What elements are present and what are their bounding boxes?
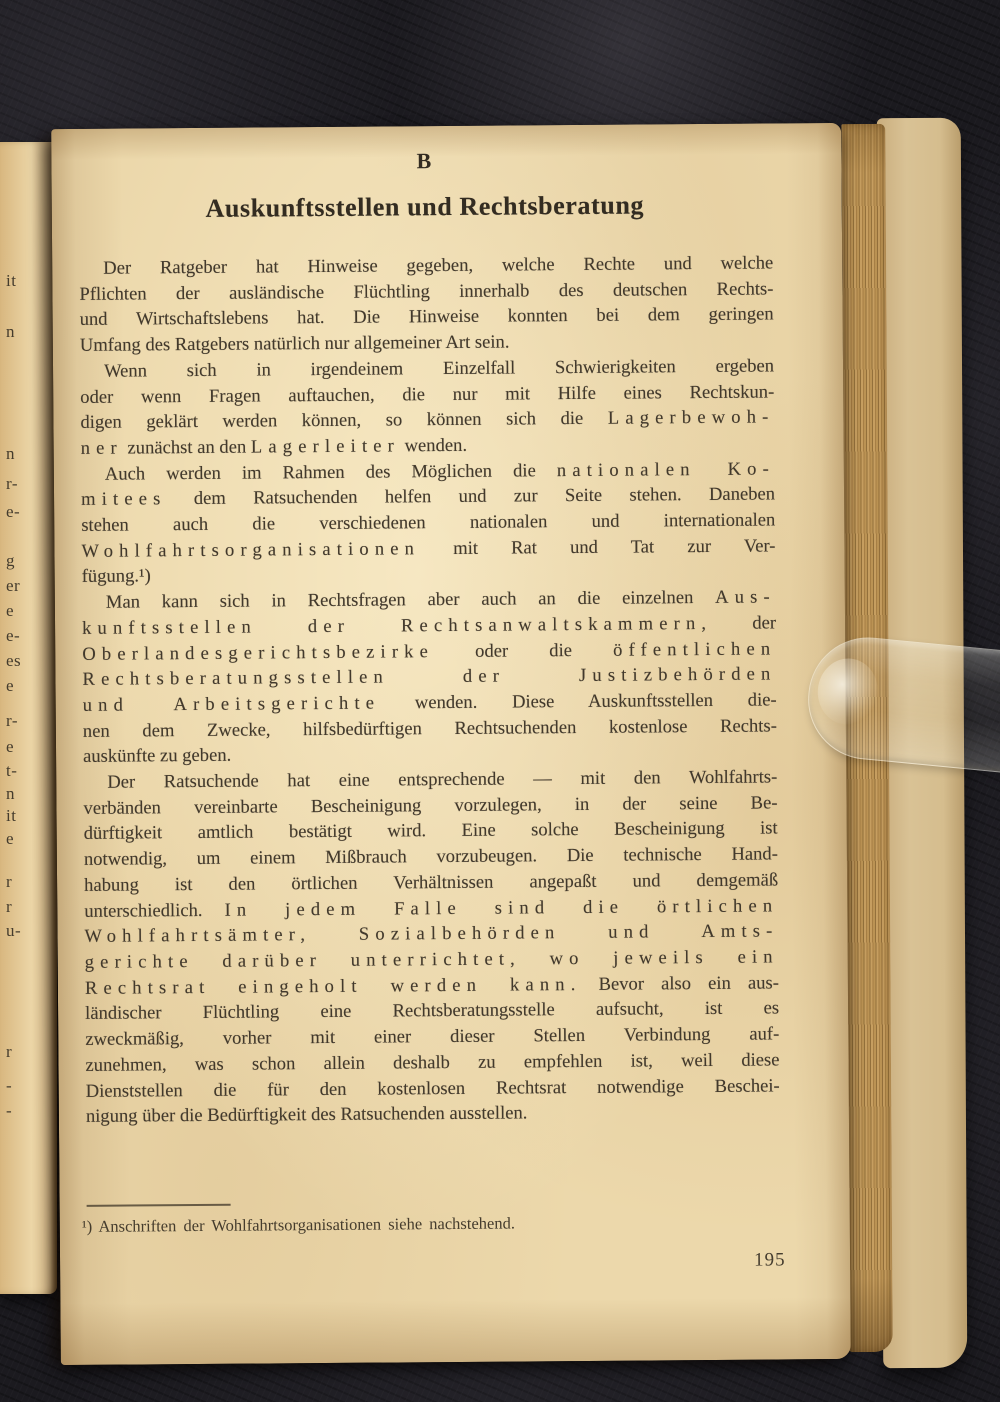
text-segment: zunehmen, was schon allein deshalb zu empfehlen ist, weil diese <box>85 1049 780 1076</box>
text-segment: Wenn sich in irgendeinem Einzelfall Schwierigkeiten ergeben <box>103 355 775 382</box>
page-number: 195 <box>753 1249 786 1271</box>
text-segment: oder die <box>433 639 614 662</box>
text-segment: Auch werden im Rahmen des Möglichen die <box>104 459 557 485</box>
text-line <box>86 1099 780 1130</box>
text-segment: Man kann sich in Rechtsfragen aber auch an die einzelnen <box>105 587 716 613</box>
letterspaced-text: nationalen Ko- <box>556 458 775 481</box>
edge-text-fragment: e <box>6 601 15 620</box>
letterspaced-text: Aus- <box>715 586 776 609</box>
letterspaced-text: öffentlichen <box>613 637 777 661</box>
text-segment: nen dem Zwecke, hilfsbedürftigen Rechtsuchenden kostenlose Rechts- <box>82 715 777 742</box>
text-line <box>80 405 774 436</box>
paragraph <box>80 353 775 461</box>
text-segment: verbänden vereinbarte Bescheinigung vorzulegen, in der seine Be- <box>83 792 778 819</box>
text-segment: dem Ratsuchenden helfen und zur Seite stehen. Daneben <box>166 483 776 510</box>
edge-text-fragment: r <box>6 897 13 916</box>
text-segment: der <box>712 612 777 634</box>
text-segment: auskünfte zu geben. <box>83 745 232 768</box>
paragraph <box>79 250 774 358</box>
letterspaced-text: Wohlfahrtsorganisationen <box>81 537 421 562</box>
text-segment: und Wirtschaftslebens hat. Die Hinweise konnten bei dem geringen <box>79 303 774 331</box>
footnote-divider <box>87 1204 231 1207</box>
edge-text-fragment: t- <box>6 761 18 780</box>
facing-page-edge <box>0 142 57 1294</box>
text-segment: digen geklärt werden können, so können sich die <box>80 407 608 434</box>
text-segment: unterschiedlich. <box>84 899 225 922</box>
text-segment: Der Ratsuchende hat eine entsprechende — mit den Wohlfahrts- <box>107 766 778 793</box>
text-segment: habung ist den örtlichen Verhältnissen angepaßt und demgemäß <box>84 869 779 896</box>
text-segment: zweckmäßig, vorher mit einer dieser Stellen Verbindung auf- <box>85 1023 780 1050</box>
text-segment: mit Rat und Tat zur Ver- <box>419 535 776 559</box>
text-segment: fügung.¹) <box>81 565 151 588</box>
edge-text-fragment: - <box>6 1101 13 1120</box>
text-segment: zunächst an den <box>122 436 251 459</box>
paragraph <box>81 456 776 590</box>
letterspaced-text: Rechtsrat eingeholt werden kann. <box>84 973 582 999</box>
page-title: Auskunftsstellen und Rechtsberatung <box>205 190 645 223</box>
letterspaced-text: mitees <box>80 488 167 511</box>
text-segment: ländischer Flüchtling eine Rechtsberatungsstelle aufsucht, ist es <box>85 997 780 1025</box>
text-segment: dürftigkeit amtlich bestätigt wird. Eine solche Bescheinigung ist <box>83 817 778 845</box>
edge-text-fragment: n <box>6 784 15 803</box>
edge-text-fragment: e- <box>6 502 21 521</box>
paragraph <box>82 585 777 770</box>
edge-text-fragment: u- <box>6 921 22 940</box>
book-page <box>51 123 851 1365</box>
paragraph <box>83 765 780 1130</box>
footnote-marker: ¹) <box>81 1216 93 1236</box>
edge-text-fragment: es <box>6 651 22 670</box>
letterspaced-text: Lagerleiter <box>250 435 401 458</box>
letterspaced-text: und Arbeitsgerichte <box>82 692 381 716</box>
footnote <box>82 1211 782 1236</box>
letterspaced-text: ner <box>80 437 123 459</box>
letterspaced-text: kunftsstellen der Rechtsanwaltskammern, <box>81 612 713 639</box>
edge-text-fragment: - <box>6 1076 13 1095</box>
edge-text-fragment: e <box>6 737 15 756</box>
edge-text-fragment: e- <box>6 626 21 645</box>
edge-text-fragment: e <box>6 829 15 848</box>
edge-text-fragment: r <box>6 1042 13 1061</box>
edge-text-fragment: it <box>6 806 17 825</box>
letterspaced-text: Wohlfahrtsämter, Sozialbehörden und Amts- <box>84 920 779 948</box>
text-segment: notwendig, um einem Mißbrauch vorzubeugen. Die technische Hand- <box>83 843 778 871</box>
text-segment: nigung über die Bedürftigkeit des Ratsuchenden ausstellen. <box>85 1102 528 1128</box>
text-segment: oder wenn Fragen auftauchen, die nur mit Hilfe eines Rechtskun- <box>80 380 775 408</box>
edge-text-fragment: it <box>6 271 17 290</box>
section-letter: B <box>416 148 433 174</box>
edge-text-fragment: g <box>6 551 15 570</box>
page-content <box>51 123 851 1365</box>
text-segment: Dienststellen die für den kostenlosen Rechtsrat notwendige Beschei- <box>85 1074 780 1102</box>
text-segment: Bevor also ein aus- <box>581 972 779 995</box>
text-segment: Umfang des Ratgebers natürlich nur allgemeiner Art sein. <box>79 331 510 357</box>
letterspaced-text: In jedem Falle sind die örtlichen <box>224 895 779 921</box>
text-segment: Pflichten der ausländische Flüchtling innerhalb des deutschen Rechts- <box>79 278 774 305</box>
edge-text-fragment: r <box>6 872 13 891</box>
letterspaced-text: Rechtsberatungsstellen der Justizbehörden <box>82 663 777 691</box>
plastic-glint-highlight <box>815 656 881 727</box>
edge-text-fragment: r- <box>6 711 18 730</box>
edge-text-fragment: r- <box>6 474 18 493</box>
letterspaced-text: gerichte darüber unterrichtet, wo jeweils ein <box>84 946 779 973</box>
text-segment: Der Ratgeber hat Hinweise gegeben, welche Rechte und welche <box>103 252 774 279</box>
edge-text-fragment: n <box>6 444 15 463</box>
footnote-text: Anschriften der Wohlfahrtsorganisationen siehe nachstehend. <box>98 1213 515 1236</box>
body-text <box>79 250 780 1129</box>
edge-text-fragment: n <box>6 322 15 341</box>
edge-text-fragment: er <box>6 576 21 595</box>
letterspaced-text: Lagerbewoh- <box>607 406 775 429</box>
edge-text-fragment: e <box>6 676 15 695</box>
letterspaced-text: Oberlandesgerichtsbezirke <box>82 640 435 665</box>
text-segment: stehen auch die verschiedenen nationalen und internationalen <box>81 509 776 536</box>
text-segment: wenden. Diese Auskunftsstellen die- <box>380 689 777 714</box>
text-segment: wenden. <box>399 434 468 457</box>
